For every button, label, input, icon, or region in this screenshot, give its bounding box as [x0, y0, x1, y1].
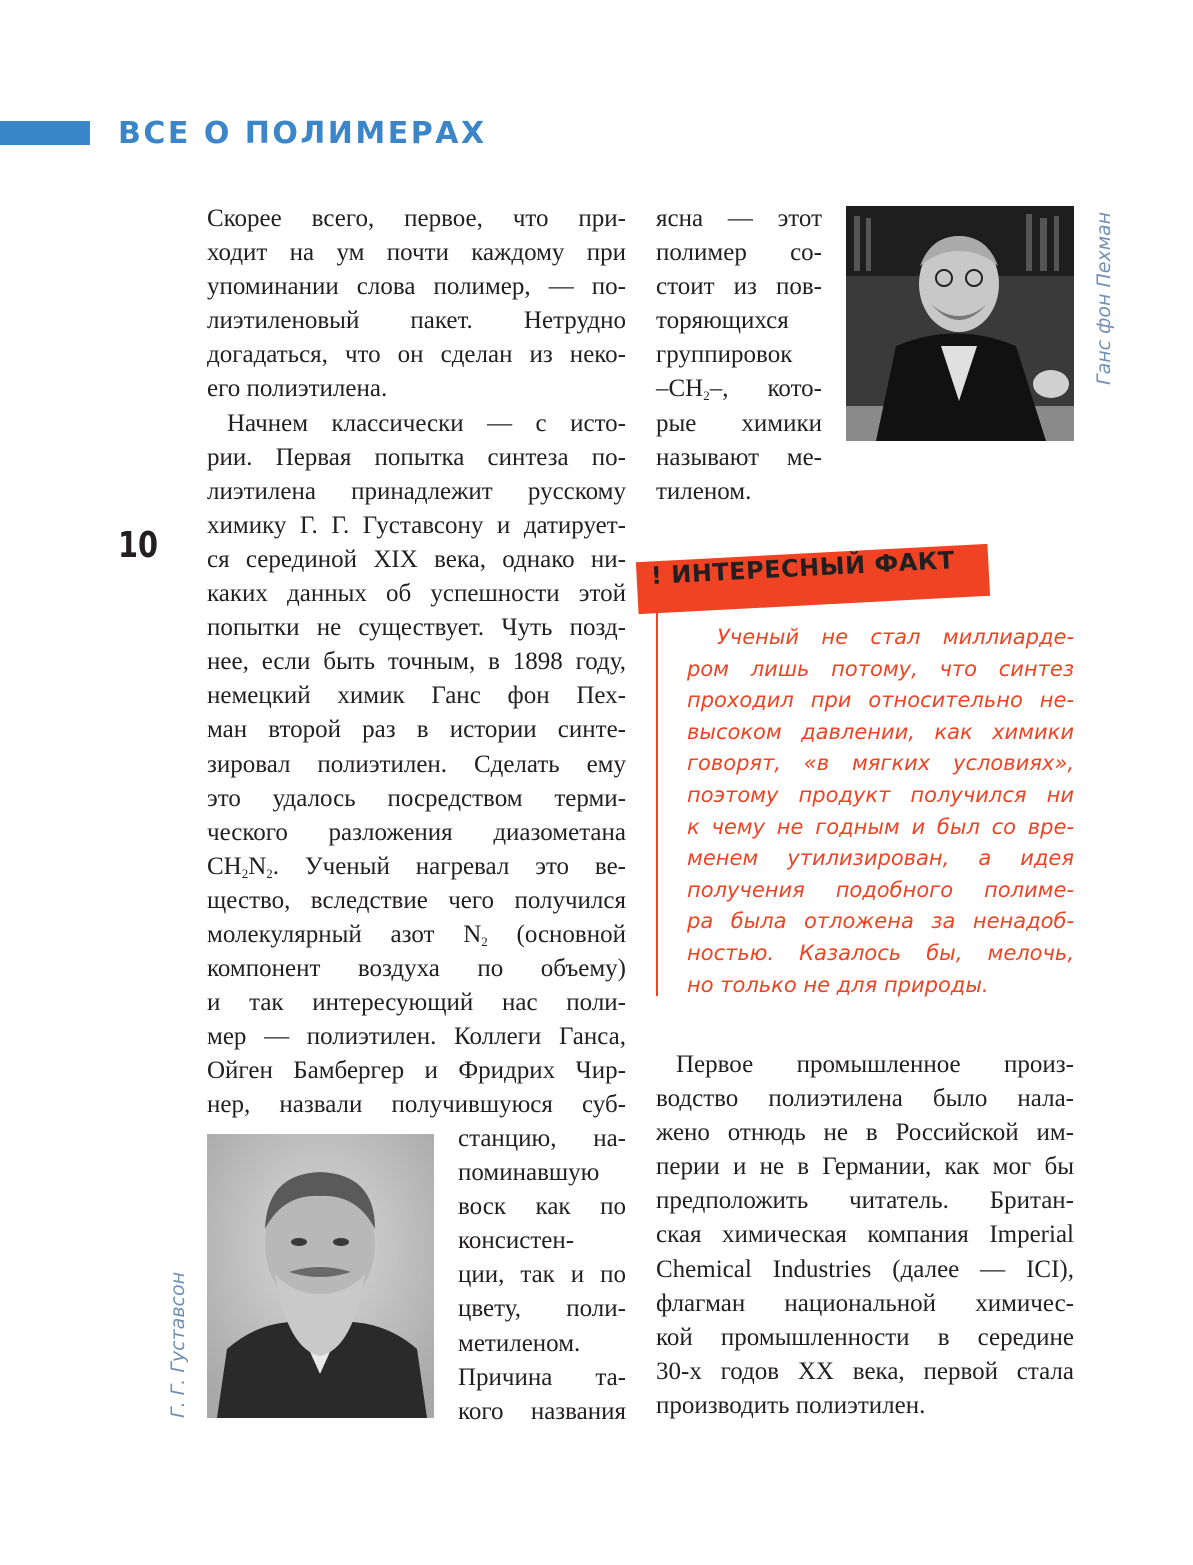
text-line: торяющихся: [656, 307, 789, 335]
text-line: предположить читатель. Британ-: [656, 1187, 1074, 1215]
text-line: Скорее всего, первое, что при-: [207, 205, 626, 232]
wrap-text-gustavson: [458, 1122, 626, 1429]
header-accent-bar: [0, 121, 90, 145]
text-line: группировок: [656, 341, 793, 369]
text-line: Chemical Industries (далее — ICI),: [656, 1255, 1074, 1283]
fact-line: говорят, «в мягких условиях»,: [687, 751, 1074, 776]
fact-line: высоком давлении, как химики: [687, 719, 1074, 744]
ch2-line: $-CH_2-$, кото-: [656, 375, 822, 404]
text-line: кой промышленности в середине: [656, 1323, 1074, 1351]
text-line: и так интересующий нас поли-: [207, 989, 626, 1017]
text-line: Начнем классически — с исто-: [227, 409, 626, 437]
text-line: каких данных об успешности этой: [207, 580, 626, 608]
main-text-column: [207, 202, 626, 1123]
text-line: ясна — этот: [656, 205, 822, 232]
fact-line: получения подобного полиме-: [687, 877, 1074, 902]
text-line: станцию, на-: [458, 1125, 626, 1152]
text-line: это удалось посредством терми-: [207, 784, 626, 812]
paragraph-industry: [656, 1048, 1074, 1423]
text-line: называют ме-: [656, 443, 822, 471]
text-line: поминавшую: [458, 1159, 600, 1187]
text-line: рые химики: [656, 409, 822, 437]
text-line: ская химическая компания Imperial: [656, 1221, 1074, 1249]
text-line: 30-х годов XX века, первой стала: [656, 1357, 1074, 1385]
text-line: догадаться, что он сделан из неко-: [207, 341, 626, 369]
text-line: рии. Первая попытка синтеза по-: [207, 443, 626, 471]
page-number: 10: [118, 525, 159, 566]
wrap-text-pechman: [656, 202, 822, 509]
text-line: ся серединой XIX века, однако ни-: [207, 545, 626, 573]
text-line: ходит на ум почти каждому при: [207, 239, 626, 267]
fact-line: проходил при относительно не-: [687, 688, 1074, 713]
text-line: Ойген Бамбергер и Фридрих Чир-: [207, 1057, 626, 1085]
text-line: флагман национальной химичес-: [656, 1289, 1074, 1317]
text-line: тиленом.: [656, 477, 752, 505]
paragraph-history: [207, 407, 626, 1123]
text-line: химику Г. Г. Густавсону и датирует-: [207, 511, 626, 539]
fact-line: ностью. Казалось бы, мелочь,: [687, 940, 1074, 965]
text-line: его полиэтилена.: [207, 375, 388, 403]
text-line: водство полиэтилена было нала-: [656, 1085, 1074, 1113]
text-line: кого названия: [458, 1397, 626, 1425]
text-line: цвету, поли-: [458, 1295, 626, 1323]
text-line: нер, назвали получившуюся суб-: [207, 1091, 626, 1119]
text-line: метиленом.: [458, 1329, 581, 1357]
text-line: производить полиэтилен.: [656, 1391, 926, 1419]
text-line: немецкий химик Ганс фон Пех-: [207, 682, 626, 710]
text-line: ман второй раз в истории синте-: [207, 716, 626, 744]
text-line: попытки не существует. Чуть позд-: [207, 614, 626, 642]
text-line: стоит из пов-: [656, 273, 822, 301]
fact-line: поэтому продукт получился ни: [687, 782, 1074, 807]
gustavson-photo: [207, 1134, 434, 1418]
paragraph-intro: [207, 202, 626, 407]
fact-line: менем утилизирован, а идея: [687, 846, 1074, 871]
text-line: щество, вследствие чего получился: [207, 886, 626, 914]
text-line: зировал полиэтилен. Сделать ему: [207, 750, 626, 778]
text-line: лиэтилена принадлежит русскому: [207, 477, 626, 505]
fact-body: [687, 622, 1074, 1001]
text-line: полимер со-: [656, 239, 822, 267]
text-line: Первое промышленное произ-: [676, 1051, 1074, 1078]
n2-line: молекулярный азот $N_2$ (основной: [207, 920, 626, 949]
text-line: ческого разложения диазометана: [207, 818, 626, 846]
text-line: Причина та-: [458, 1363, 626, 1391]
text-line: упоминании слова полимер, — по-: [207, 273, 626, 301]
text-line: нее, если быть точным, в 1898 году,: [207, 648, 626, 676]
fact-line: Ученый не стал миллиарде-: [717, 625, 1074, 649]
fact-title: ! ИНТЕРЕСНЫЙ ФАКТ: [650, 546, 956, 590]
text-line: воск как по: [458, 1193, 626, 1221]
formula-line: $CH_2N_2$. Ученый нагревал это ве-: [207, 852, 626, 881]
text-line: ции, так и по: [458, 1261, 626, 1289]
text-line: консистен-: [458, 1227, 575, 1255]
fact-line: ром лишь потому, что синтез: [687, 656, 1074, 681]
text-line: лиэтиленовый пакет. Нетрудно: [207, 307, 626, 335]
text-line: компонент воздуха по объему): [207, 955, 626, 983]
fact-line: ра была отложена за ненадоб-: [687, 909, 1074, 934]
text-line: жено отнюдь не в Российской им-: [656, 1119, 1074, 1147]
fact-line: к чему не годным и был со вре-: [687, 814, 1074, 839]
page-title: ВСЕ О ПОЛИМЕРАХ: [118, 116, 487, 151]
fact-line: но только не для природы.: [687, 972, 989, 997]
fact-accent-line: [656, 612, 658, 996]
text-line: мер — полиэтилен. Коллеги Ганса,: [207, 1023, 626, 1051]
gustavson-caption: Г. Г. Густавсон: [167, 1271, 189, 1418]
pechman-photo: [846, 206, 1074, 441]
pechman-caption: Ганс фон Пехман: [1093, 211, 1115, 385]
text-line: перии и не в Германии, как мог бы: [656, 1153, 1074, 1181]
